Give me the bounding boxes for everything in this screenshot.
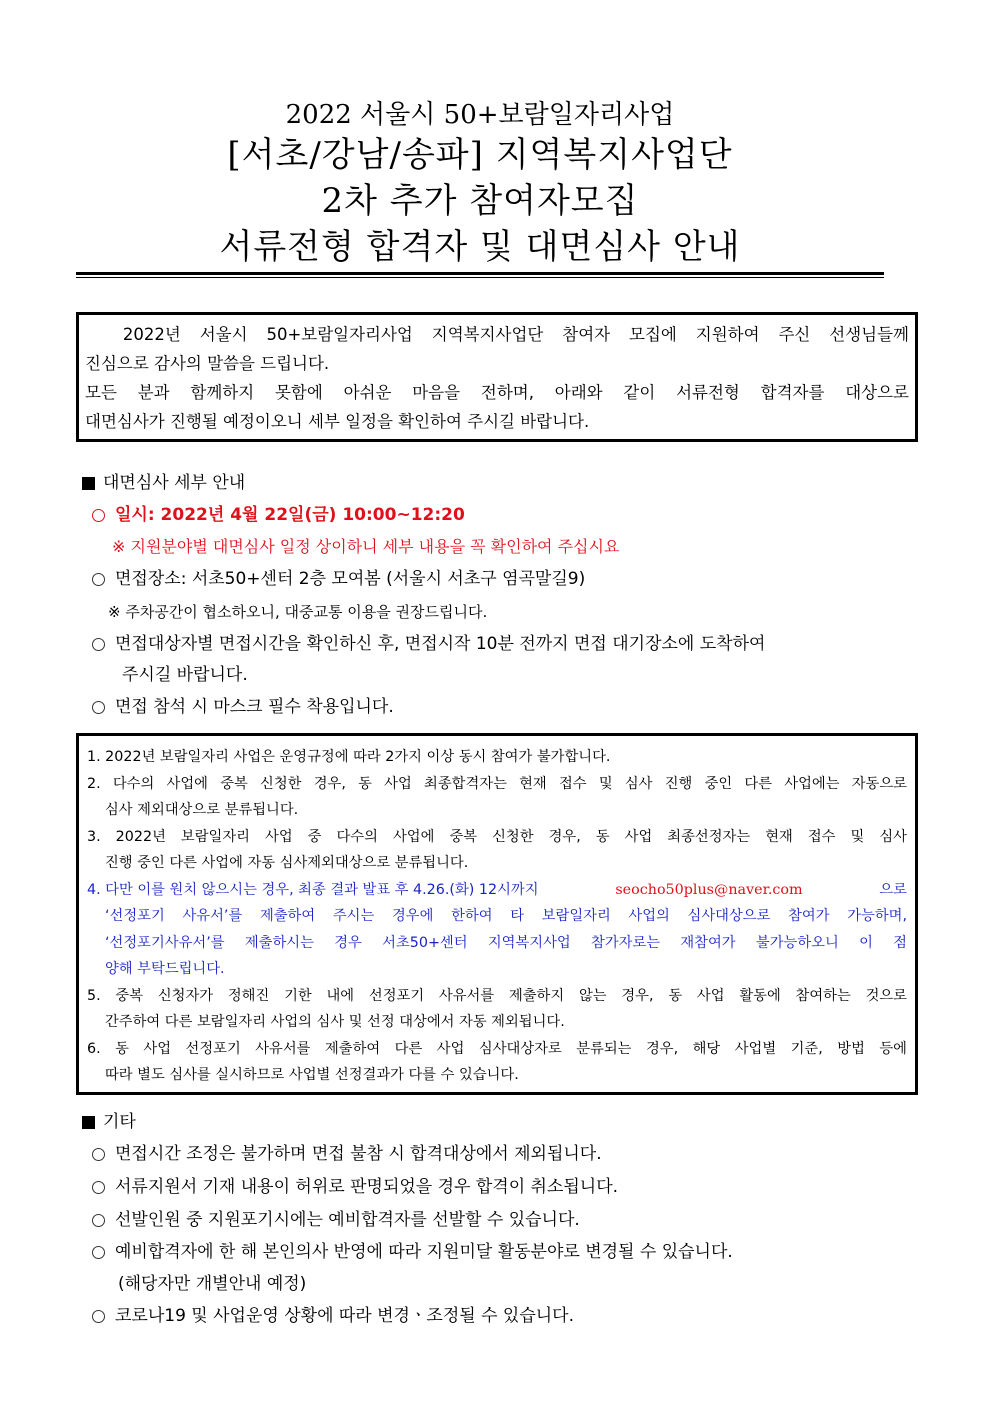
interview-section-heading xyxy=(82,471,245,495)
circle-bullet-icon xyxy=(92,509,105,522)
intro-line-4: 대면심사가 진행될 예정이오니 세부 일정을 확인하여 주시길 바랍니다. xyxy=(85,412,590,431)
notice-item-2-line-1: 2. 다수의 사업에 중복 신청한 경우, 동 사업 최종합격자는 현재 접수 및 심사 진행 중인 다른 사업에는 자동으로 xyxy=(87,776,907,792)
circle-bullet-icon xyxy=(92,1148,105,1161)
notice-item-5-line-1: 5. 중복 신청자가 정해진 기한 내에 선정포기 사유서를 제출하지 않는 경우, 동 사업 활동에 참여하는 것으로 xyxy=(87,988,907,1004)
interview-date-note: ※ 지원분야별 대면심사 일정 상이하니 세부 내용을 꼭 확인하여 주십시요 xyxy=(112,537,620,556)
etc-item-5 xyxy=(92,1304,574,1328)
notice-item-5-line-2: 간주하여 다른 보람일자리 사업의 심사 및 선정 대상에서 자동 제외됩니다. xyxy=(105,1014,565,1030)
etc-item-5-text: 코로나19 및 사업운영 상황에 따라 변경ㆍ조정될 수 있습니다. xyxy=(115,1306,574,1326)
etc-section-heading xyxy=(82,1110,136,1134)
interview-location-text: 면접장소: 서초50+센터 2층 모여봄 (서울시 서초구 염곡말길9) xyxy=(115,569,586,589)
notice-item-6-line-2: 따라 별도 심사를 실시하므로 사업별 선정결과가 다를 수 있습니다. xyxy=(105,1067,519,1083)
intro-line-3: 모든 분과 함께하지 못함에 아쉬운 마음을 전하며, 아래와 같이 서류전형 합격자를 대상으로 xyxy=(85,383,909,402)
etc-item-4-continuation: (해당자만 개별안내 예정) xyxy=(118,1274,307,1294)
title-double-rule-thick xyxy=(76,272,884,275)
notice-item-4-line-2: ‘선정포기 사유서’를 제출하여 주시는 경우에 한하여 타 보람일자리 사업의 심사대상으로 참여가 가능하며, xyxy=(105,908,907,924)
title-line-4: 서류전형 합격자 및 대면심사 안내 xyxy=(219,227,741,267)
notice-item-3-line-1: 3. 2022년 보람일자리 사업 중 다수의 사업에 중복 신청한 경우, 동 사업 최종선정자는 현재 접수 및 심사 xyxy=(87,829,907,845)
circle-bullet-icon xyxy=(92,638,105,651)
interview-mask-text: 면접 참석 시 마스크 필수 착용입니다. xyxy=(115,697,394,717)
notice-item-3-line-2: 진행 중인 다른 사업에 자동 심사제외대상으로 분류됩니다. xyxy=(105,855,469,871)
etc-item-4-text: 예비합격자에 한 해 본인의사 반영에 따라 지원미달 활동분야로 변경될 수 있습니다. xyxy=(115,1242,733,1262)
interview-arrival-text-1: 면접대상자별 면접시간을 확인하신 후, 면접시작 10분 전까지 면접 대기장소에 도착하여 xyxy=(115,634,766,654)
interview-mask-item xyxy=(92,695,394,719)
interview-date-item xyxy=(92,503,465,527)
etc-item-2-text: 서류지원서 기재 내용이 허위로 판명되었을 경우 합격이 취소됩니다. xyxy=(115,1177,619,1197)
notice-item-4-line-3: ‘선정포기사유서’를 제출하시는 경우 서초50+센터 지역복지사업 참가자로는 재참여가 불가능하오니 이 점 xyxy=(105,935,907,951)
notice-item-4-line-4: 양해 부탁드립니다. xyxy=(105,961,225,977)
circle-bullet-icon xyxy=(92,573,105,586)
interview-date-text: 일시: 2022년 4월 22일(금) 10:00~12:20 xyxy=(115,505,465,525)
interview-arrival-text-2: 주시길 바랍니다. xyxy=(122,665,248,685)
etc-item-1 xyxy=(92,1142,602,1166)
etc-item-4 xyxy=(92,1240,733,1264)
title-line-3: 2차 추가 참여자모집 xyxy=(321,181,639,221)
circle-bullet-icon xyxy=(92,1246,105,1259)
etc-item-1-text: 면접시간 조정은 불가하며 면접 불참 시 합격대상에서 제외됩니다. xyxy=(115,1144,602,1164)
notice-item-6-line-1: 6. 동 사업 선정포기 사유서를 제출하여 다른 사업 심사대상자로 분류되는 경우, 해당 사업별 기준, 방법 등에 xyxy=(87,1041,907,1057)
intro-line-2: 진심으로 감사의 말씀을 드립니다. xyxy=(85,354,330,373)
black-square-icon xyxy=(82,1116,95,1129)
title-double-rule-thin xyxy=(76,277,884,278)
notice-box xyxy=(76,733,918,1095)
contact-email-link[interactable]: seocho50plus@naver.com xyxy=(615,882,803,898)
notice-item-4-text-before: 4. 다만 이를 원치 않으시는 경우, 최종 결과 발표 후 4.26.(화) 12시까지 xyxy=(87,882,539,898)
circle-bullet-icon xyxy=(92,1310,105,1323)
interview-location-note: ※ 주차공간이 협소하오니, 대중교통 이용을 권장드립니다. xyxy=(108,603,488,621)
interview-arrival-item xyxy=(92,632,765,656)
notice-item-1: 1. 2022년 보람일자리 사업은 운영규정에 따라 2가지 이상 동시 참여가 불가합니다. xyxy=(87,749,611,765)
intro-line-1: 2022년 서울시 50+보람일자리사업 지역복지사업단 참여자 모집에 지원하여 주신 선생님들께 xyxy=(85,325,909,344)
title-line-2: [서초/강남/송파] 지역복지사업단 xyxy=(227,135,733,175)
title-line-1: 2022 서울시 50+보람일자리사업 xyxy=(285,100,675,130)
circle-bullet-icon xyxy=(92,1181,105,1194)
interview-heading-text: 대면심사 세부 안내 xyxy=(103,473,246,493)
notice-item-4-text-after: 으로 xyxy=(879,882,907,898)
circle-bullet-icon xyxy=(92,1214,105,1227)
etc-heading-text: 기타 xyxy=(103,1112,136,1132)
etc-item-2 xyxy=(92,1175,618,1199)
interview-location-item xyxy=(92,567,585,591)
circle-bullet-icon xyxy=(92,701,105,714)
title-block xyxy=(76,98,884,270)
notice-item-4-line-1 xyxy=(87,877,907,904)
black-square-icon xyxy=(82,477,95,490)
etc-item-3-text: 선발인원 중 지원포기시에는 예비합격자를 선발할 수 있습니다. xyxy=(115,1210,580,1230)
intro-box xyxy=(76,312,918,442)
notice-item-2-line-2: 심사 제외대상으로 분류됩니다. xyxy=(105,802,299,818)
etc-item-3 xyxy=(92,1208,580,1232)
